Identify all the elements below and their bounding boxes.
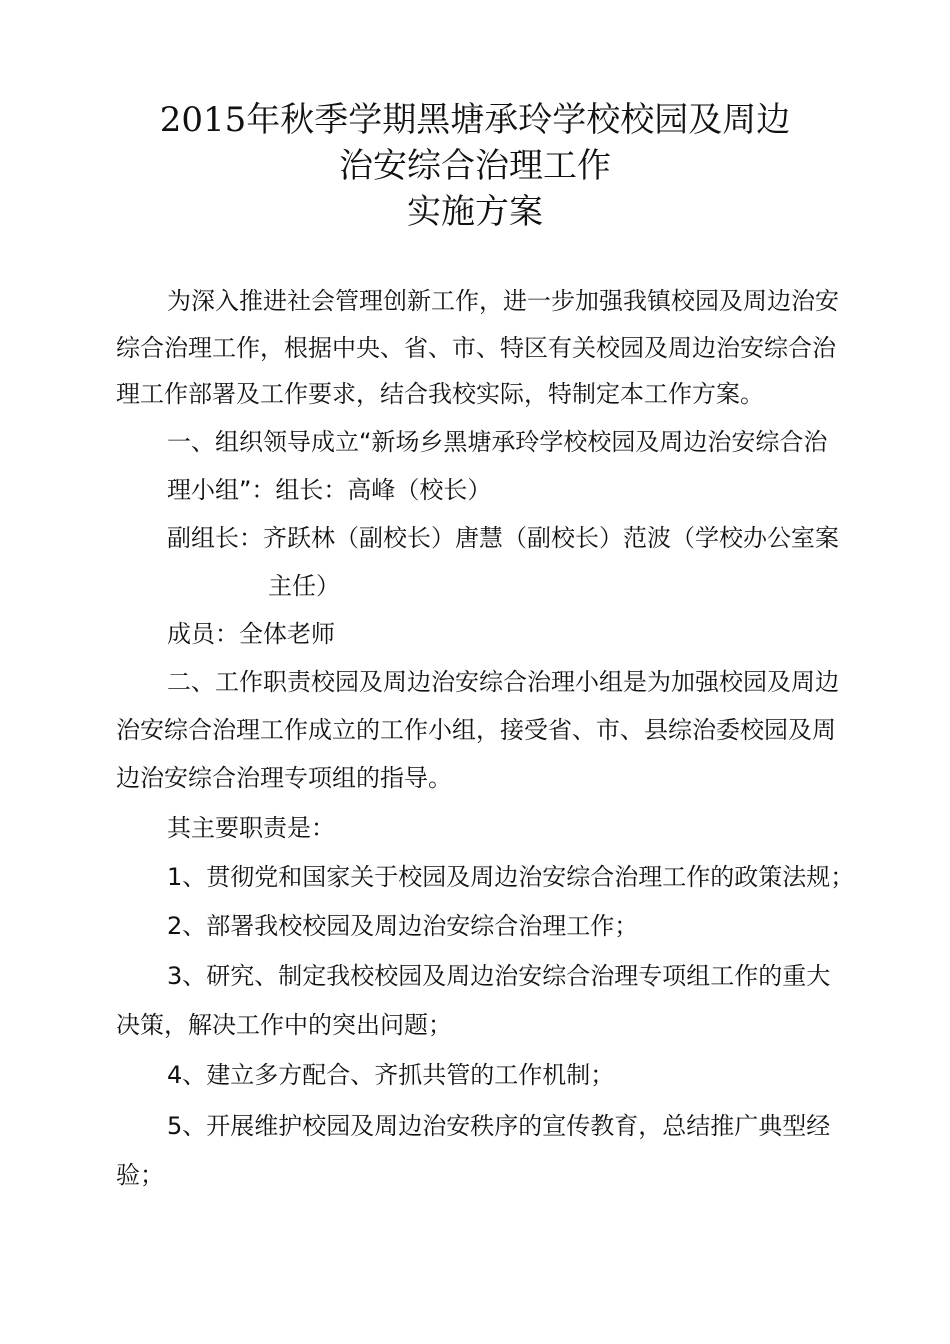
duty-item-4: 4、建立多方配合、齐抓共管的工作机制； — [167, 1061, 615, 1089]
section1-heading-line-1: 一、组织领导成立“新场乡黑塘承玲学校校园及周边治安综合治 — [167, 428, 828, 456]
section2-heading-line-2: 治安综合治理工作成立的工作小组，接受省、市、县综治委校园及周 — [116, 716, 836, 744]
duty-item-3-line-1: 3、研究、制定我校校园及周边治安综合治理专项组工作的重大 — [167, 962, 831, 990]
duty-item-5-line-2: 验； — [116, 1161, 164, 1189]
intro-line-1: 为深入推进社会管理创新工作，进一步加强我镇校园及周边治安 — [167, 287, 839, 315]
deputy-line-2: 主任） — [268, 572, 340, 600]
members-line: 成员：全体老师 — [167, 620, 335, 648]
section2-heading-line-3: 边治安综合治理专项组的指导。 — [116, 764, 452, 792]
duty-item-3-line-2: 决策，解决工作中的突出问题； — [116, 1011, 452, 1039]
title-line-3: 实施方案 — [407, 192, 543, 232]
duty-item-1: 1、贯彻党和国家关于校园及周边治安综合治理工作的政策法规； — [167, 863, 855, 891]
duty-item-5-line-1: 5、开展维护校园及周边治安秩序的宣传教育，总结推广典型经 — [167, 1112, 831, 1140]
duties-intro: 其主要职责是： — [167, 814, 335, 842]
section1-heading-line-2: 理小组”：组长：高峰（校长） — [167, 476, 492, 504]
intro-line-3: 理工作部署及工作要求，结合我校实际，特制定本工作方案。 — [116, 380, 764, 408]
deputy-line-1: 副组长：齐跃林（副校长）唐慧（副校长）范波（学校办公室案 — [167, 524, 839, 552]
section2-heading-line-1: 二、工作职责校园及周边治安综合治理小组是为加强校园及周边 — [167, 668, 839, 696]
title-line-2: 治安综合治理工作 — [339, 146, 611, 186]
duty-item-2: 2、部署我校校园及周边治安综合治理工作； — [167, 912, 639, 940]
title-line-1: 2015年秋季学期黑塘承玲学校校园及周边 — [159, 100, 791, 140]
intro-line-2: 综合治理工作，根据中央、省、市、特区有关校园及周边治安综合治 — [116, 334, 836, 362]
